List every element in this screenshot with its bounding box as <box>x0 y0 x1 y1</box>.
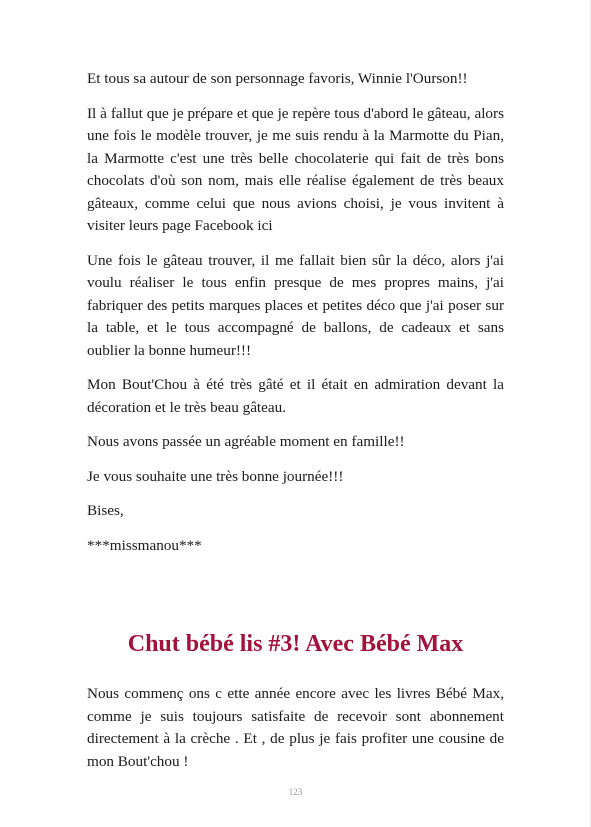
paragraph-6: Je vous souhaite une très bonne journée!!! <box>87 467 344 485</box>
paragraph-2: Il à fallut que je prépare et que je repère tous d'abord le gâteau, alors une fois le modèle trouver, je me suis rendu à la Marmotte du Pian, la Marmotte c'est une très belle chocolaterie qui fait de très bons chocolats d'où son nom, mais elle réalise également de très beaux gâteaux, comme celui que nous avions choisi, je vous invitent à visiter leurs page Facebook ici <box>87 104 504 234</box>
paragraph-4: Mon Bout'Chou à été très gâté et il était en admiration devant la décoration et le très beau gâteau. <box>87 376 504 416</box>
body-text <box>87 68 504 569</box>
signature: ***missmanou*** <box>87 536 202 554</box>
paragraph-after-heading: Nous commenç ons c ette année encore avec les livres Bébé Max, comme je suis toujours satisfaite de recevoir sont abonnement directement à la crèche . Et , de plus je fais profiter une cousine de mon Bout'chou ! <box>87 685 504 770</box>
section-heading: Chut bébé lis #3! Avec Bébé Max <box>127 631 464 657</box>
paragraph-5: Nous avons passée un agréable moment en famille!! <box>87 433 405 450</box>
paragraph-3: Une fois le gâteau trouver, il me fallait bien sûr la déco, alors j'ai voulu réaliser le tous enfin presque de mes propres mains, j'ai fabriquer des petits marques places et petites déco que j'ai poser sur la table, et le tous accompagné de ballons, de cadeaux et sans oublier la bonne humeur!!! <box>87 251 504 359</box>
paragraph-7: Bises, <box>87 502 124 519</box>
heading-body-text <box>87 683 504 785</box>
paragraph-1: Et tous sa autour de son personnage favoris, Winnie l'Ourson!! <box>87 70 468 87</box>
page-number: 123 <box>288 787 303 797</box>
